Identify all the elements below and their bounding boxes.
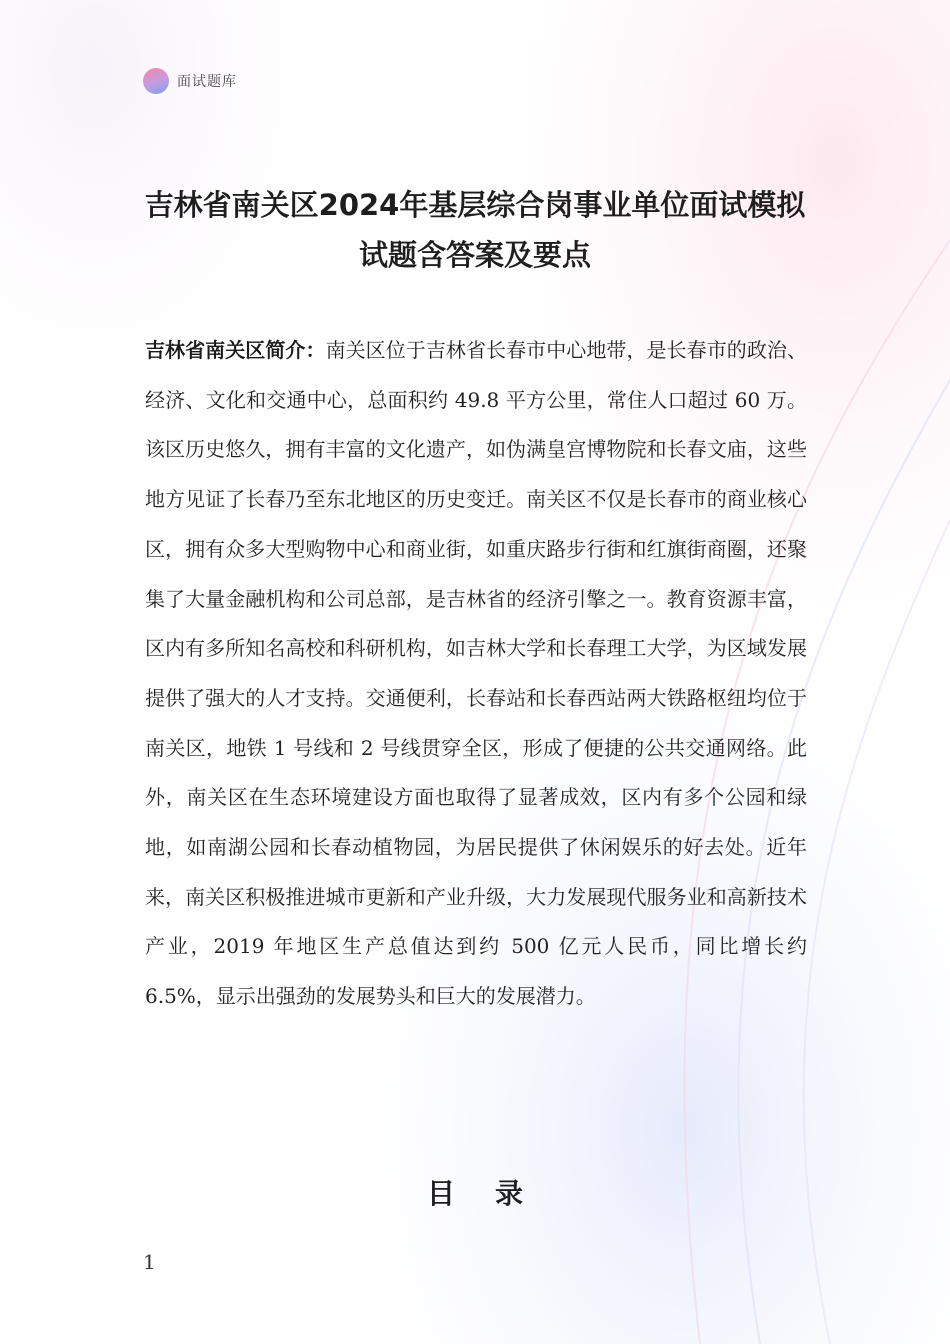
- brand-logo-icon: [143, 68, 169, 94]
- intro-label: 吉林省南关区简介：: [145, 338, 326, 362]
- page-header: [143, 66, 237, 96]
- page-number: 1: [143, 1250, 156, 1274]
- intro-text: 南关区位于吉林省长春市中心地带，是长春市的政治、经济、文化和交通中心，总面积约 49.8 平方公里，常住人口超过 60 万。该区历史悠久，拥有丰富的文化遗产，如伪满皇宫博物院和长春文庙，这些地方见证了长春乃至东北地区的历史变迁。南关区不仅是长春市的商业核心区，拥有众多大型购物中心和商业街，如重庆路步行街和红旗街商圈，还聚集了大量金融机构和公司总部，是吉林省的经济引擎之一。教育资源丰富，区内有多所知名高校和科研机构，如吉林大学和长春理工大学，为区域发展提供了强大的人才支持。交通便利，长春站和长春西站两大铁路枢纽均位于南关区，地铁 1 号线和 2 号线贯穿全区，形成了便捷的公共交通网络。此外，南关区在生态环境建设方面也取得了显著成效，区内有多个公园和绿地，如南湖公园和长春动植物园，为居民提供了休闲娱乐的好去处。近年来，南关区积极推进城市更新和产业升级，大力发展现代服务业和高新技术产业，2019 年地区生产总值达到约 500 亿元人民币，同比增长约 6.5%，显示出强劲的发展势头和巨大的发展潜力。: [145, 338, 807, 1009]
- intro-paragraph: [145, 326, 807, 1022]
- toc-heading: 目录: [426, 1177, 563, 1210]
- document-title: 吉林省南关区2024年基层综合岗事业单位面试模拟试题含答案及要点: [144, 188, 806, 272]
- header-label: 面试题库: [177, 74, 237, 90]
